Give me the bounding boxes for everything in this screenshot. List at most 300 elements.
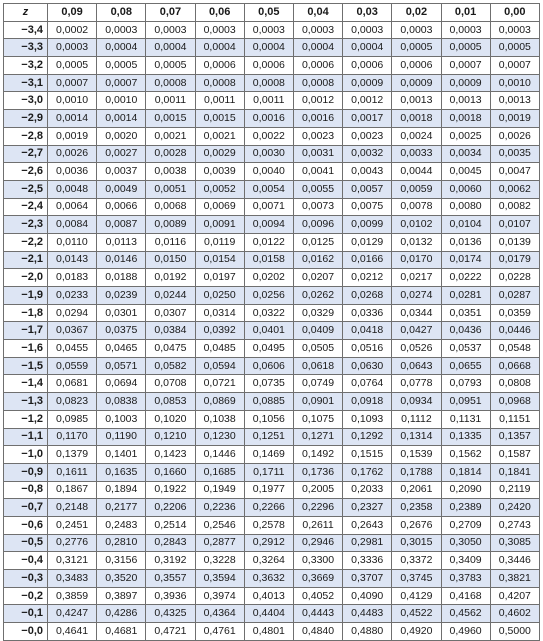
probability-cell: 0,0021 — [146, 127, 195, 145]
probability-cell: 0,0051 — [146, 180, 195, 198]
probability-cell: 0,0041 — [293, 163, 342, 181]
z-value-label: −2,7 — [4, 145, 48, 163]
table-row — [4, 145, 540, 163]
probability-cell: 0,0110 — [48, 233, 97, 251]
probability-cell: 0,0409 — [293, 322, 342, 340]
probability-cell: 0,4443 — [293, 605, 342, 623]
table-row — [4, 21, 540, 39]
z-value-label: −2,1 — [4, 251, 48, 269]
probability-cell: 0,0192 — [146, 269, 195, 287]
probability-cell: 0,0087 — [97, 216, 146, 234]
probability-cell: 0,0004 — [244, 39, 293, 57]
probability-cell: 0,0089 — [146, 216, 195, 234]
probability-cell: 0,0136 — [441, 233, 490, 251]
probability-cell: 0,4721 — [146, 623, 195, 641]
probability-cell: 0,2946 — [293, 534, 342, 552]
column-header: 0,03 — [343, 4, 392, 22]
probability-cell: 0,0455 — [48, 340, 97, 358]
probability-cell: 0,3974 — [195, 587, 244, 605]
z-value-label: −3,3 — [4, 39, 48, 57]
probability-cell: 0,0351 — [441, 304, 490, 322]
probability-cell: 0,1151 — [490, 410, 539, 428]
probability-cell: 0,3409 — [441, 552, 490, 570]
z-value-label: −1,9 — [4, 287, 48, 305]
probability-cell: 0,0188 — [97, 269, 146, 287]
probability-cell: 0,0059 — [392, 180, 441, 198]
probability-cell: 0,0808 — [490, 375, 539, 393]
table-row — [4, 570, 540, 588]
probability-cell: 0,0007 — [490, 57, 539, 75]
probability-cell: 0,2005 — [293, 481, 342, 499]
probability-cell: 0,0344 — [392, 304, 441, 322]
probability-cell: 0,0003 — [490, 21, 539, 39]
probability-cell: 0,0008 — [195, 74, 244, 92]
table-row — [4, 287, 540, 305]
z-value-label: −1,7 — [4, 322, 48, 340]
probability-cell: 0,2119 — [490, 481, 539, 499]
probability-cell: 0,2981 — [343, 534, 392, 552]
probability-cell: 0,0003 — [293, 21, 342, 39]
probability-cell: 0,0336 — [343, 304, 392, 322]
probability-cell: 0,1587 — [490, 446, 539, 464]
probability-cell: 0,0222 — [441, 269, 490, 287]
probability-cell: 0,2236 — [195, 499, 244, 517]
probability-cell: 0,0418 — [343, 322, 392, 340]
z-value-label: −1,6 — [4, 340, 48, 358]
probability-cell: 0,0006 — [195, 57, 244, 75]
probability-cell: 0,0162 — [293, 251, 342, 269]
probability-cell: 0,3936 — [146, 587, 195, 605]
probability-cell: 0,0116 — [146, 233, 195, 251]
probability-cell: 0,1867 — [48, 481, 97, 499]
probability-cell: 0,0548 — [490, 340, 539, 358]
probability-cell: 0,0694 — [97, 375, 146, 393]
probability-cell: 0,0023 — [293, 127, 342, 145]
probability-cell: 0,0968 — [490, 393, 539, 411]
table-row — [4, 198, 540, 216]
probability-cell: 0,0022 — [244, 127, 293, 145]
probability-cell: 0,2743 — [490, 516, 539, 534]
z-value-label: −1,3 — [4, 393, 48, 411]
probability-cell: 0,0427 — [392, 322, 441, 340]
probability-cell: 0,0006 — [343, 57, 392, 75]
probability-cell: 0,0384 — [146, 322, 195, 340]
probability-cell: 0,0028 — [146, 145, 195, 163]
probability-cell: 0,0485 — [195, 340, 244, 358]
table-row — [4, 375, 540, 393]
probability-cell: 0,0146 — [97, 251, 146, 269]
probability-cell: 0,0054 — [244, 180, 293, 198]
probability-cell: 0,0228 — [490, 269, 539, 287]
table-row — [4, 92, 540, 110]
probability-cell: 0,0132 — [392, 233, 441, 251]
probability-cell: 0,1003 — [97, 410, 146, 428]
z-value-label: −2,4 — [4, 198, 48, 216]
probability-cell: 0,0030 — [244, 145, 293, 163]
probability-cell: 0,0039 — [195, 163, 244, 181]
probability-cell: 0,4681 — [97, 623, 146, 641]
probability-cell: 0,2643 — [343, 516, 392, 534]
probability-cell: 0,0102 — [392, 216, 441, 234]
probability-cell: 0,0446 — [490, 322, 539, 340]
column-header: 0,01 — [441, 4, 490, 22]
probability-cell: 0,3783 — [441, 570, 490, 588]
z-value-label: −2,2 — [4, 233, 48, 251]
probability-cell: 0,4920 — [392, 623, 441, 641]
probability-cell: 0,0015 — [146, 110, 195, 128]
probability-cell: 0,0011 — [195, 92, 244, 110]
z-value-label: −0,2 — [4, 587, 48, 605]
probability-cell: 0,3446 — [490, 552, 539, 570]
probability-cell: 0,0068 — [146, 198, 195, 216]
probability-cell: 0,1131 — [441, 410, 490, 428]
probability-cell: 0,0078 — [392, 198, 441, 216]
probability-cell: 0,0256 — [244, 287, 293, 305]
probability-cell: 0,0016 — [244, 110, 293, 128]
probability-cell: 0,1711 — [244, 463, 293, 481]
probability-cell: 0,0139 — [490, 233, 539, 251]
probability-cell: 0,4364 — [195, 605, 244, 623]
probability-cell: 0,0150 — [146, 251, 195, 269]
probability-cell: 0,2451 — [48, 516, 97, 534]
probability-cell: 0,0516 — [343, 340, 392, 358]
probability-cell: 0,2420 — [490, 499, 539, 517]
probability-cell: 0,0681 — [48, 375, 97, 393]
probability-cell: 0,0099 — [343, 216, 392, 234]
probability-cell: 0,0183 — [48, 269, 97, 287]
probability-cell: 0,0244 — [146, 287, 195, 305]
table-row — [4, 481, 540, 499]
probability-cell: 0,2148 — [48, 499, 97, 517]
probability-cell: 0,0735 — [244, 375, 293, 393]
probability-cell: 0,0003 — [343, 21, 392, 39]
probability-cell: 0,1314 — [392, 428, 441, 446]
probability-cell: 0,0014 — [97, 110, 146, 128]
probability-cell: 0,0749 — [293, 375, 342, 393]
z-value-label: −2,6 — [4, 163, 48, 181]
probability-cell: 0,0217 — [392, 269, 441, 287]
probability-cell: 0,0985 — [48, 410, 97, 428]
probability-cell: 0,4013 — [244, 587, 293, 605]
probability-cell: 0,2810 — [97, 534, 146, 552]
probability-cell: 0,0012 — [293, 92, 342, 110]
probability-cell: 0,0367 — [48, 322, 97, 340]
probability-cell: 0,0018 — [392, 110, 441, 128]
probability-cell: 0,2514 — [146, 516, 195, 534]
probability-cell: 0,0594 — [195, 357, 244, 375]
probability-cell: 0,3192 — [146, 552, 195, 570]
probability-cell: 0,0004 — [97, 39, 146, 57]
probability-cell: 0,1251 — [244, 428, 293, 446]
probability-cell: 0,0170 — [392, 251, 441, 269]
z-table-container — [3, 3, 540, 641]
probability-cell: 0,4602 — [490, 605, 539, 623]
probability-cell: 0,1660 — [146, 463, 195, 481]
probability-cell: 0,1635 — [97, 463, 146, 481]
probability-cell: 0,0005 — [97, 57, 146, 75]
probability-cell: 0,3821 — [490, 570, 539, 588]
z-value-label: −2,0 — [4, 269, 48, 287]
probability-cell: 0,1401 — [97, 446, 146, 464]
table-row — [4, 587, 540, 605]
probability-cell: 0,0019 — [48, 127, 97, 145]
probability-cell: 0,0537 — [441, 340, 490, 358]
probability-cell: 0,0031 — [293, 145, 342, 163]
probability-cell: 0,1093 — [343, 410, 392, 428]
probability-cell: 0,0047 — [490, 163, 539, 181]
probability-cell: 0,0014 — [48, 110, 97, 128]
header-row — [4, 4, 540, 22]
probability-cell: 0,0007 — [97, 74, 146, 92]
probability-cell: 0,0023 — [343, 127, 392, 145]
probability-cell: 0,4247 — [48, 605, 97, 623]
probability-cell: 0,0044 — [392, 163, 441, 181]
z-value-label: −1,8 — [4, 304, 48, 322]
probability-cell: 0,3669 — [293, 570, 342, 588]
probability-cell: 0,0618 — [293, 357, 342, 375]
table-row — [4, 233, 540, 251]
probability-cell: 0,0158 — [244, 251, 293, 269]
column-header: 0,00 — [490, 4, 539, 22]
probability-cell: 0,0064 — [48, 198, 97, 216]
probability-cell: 0,1335 — [441, 428, 490, 446]
probability-cell: 0,0026 — [48, 145, 97, 163]
probability-cell: 0,1562 — [441, 446, 490, 464]
probability-cell: 0,0008 — [293, 74, 342, 92]
probability-cell: 0,2033 — [343, 481, 392, 499]
probability-cell: 0,0080 — [441, 198, 490, 216]
probability-cell: 0,4880 — [343, 623, 392, 641]
probability-cell: 0,0154 — [195, 251, 244, 269]
probability-cell: 0,2177 — [97, 499, 146, 517]
probability-cell: 0,0951 — [441, 393, 490, 411]
probability-cell: 0,0004 — [146, 39, 195, 57]
probability-cell: 0,2206 — [146, 499, 195, 517]
probability-cell: 0,1841 — [490, 463, 539, 481]
probability-cell: 0,1685 — [195, 463, 244, 481]
probability-cell: 0,0125 — [293, 233, 342, 251]
probability-cell: 0,0025 — [441, 127, 490, 145]
probability-cell: 0,3632 — [244, 570, 293, 588]
probability-cell: 0,0006 — [244, 57, 293, 75]
probability-cell: 0,3483 — [48, 570, 97, 588]
table-row — [4, 499, 540, 517]
probability-cell: 0,0006 — [392, 57, 441, 75]
probability-cell: 0,1539 — [392, 446, 441, 464]
probability-cell: 0,0606 — [244, 357, 293, 375]
probability-cell: 0,0096 — [293, 216, 342, 234]
probability-cell: 0,0011 — [146, 92, 195, 110]
probability-cell: 0,0885 — [244, 393, 293, 411]
probability-cell: 0,0212 — [343, 269, 392, 287]
probability-cell: 0,0036 — [48, 163, 97, 181]
probability-cell: 0,0027 — [97, 145, 146, 163]
z-value-label: −0,6 — [4, 516, 48, 534]
probability-cell: 0,0040 — [244, 163, 293, 181]
z-value-label: −3,1 — [4, 74, 48, 92]
probability-cell: 0,3264 — [244, 552, 293, 570]
table-row — [4, 216, 540, 234]
probability-cell: 0,0020 — [97, 127, 146, 145]
probability-cell: 0,0021 — [195, 127, 244, 145]
probability-cell: 0,0005 — [48, 57, 97, 75]
probability-cell: 0,0268 — [343, 287, 392, 305]
probability-cell: 0,0010 — [48, 92, 97, 110]
table-row — [4, 623, 540, 641]
probability-cell: 0,0013 — [441, 92, 490, 110]
probability-cell: 0,3156 — [97, 552, 146, 570]
probability-cell: 0,0007 — [441, 57, 490, 75]
z-value-label: −1,5 — [4, 357, 48, 375]
table-row — [4, 39, 540, 57]
probability-cell: 0,0057 — [343, 180, 392, 198]
probability-cell: 0,1977 — [244, 481, 293, 499]
probability-cell: 0,0060 — [441, 180, 490, 198]
probability-cell: 0,0207 — [293, 269, 342, 287]
probability-cell: 0,0005 — [490, 39, 539, 57]
z-value-label: −1,1 — [4, 428, 48, 446]
probability-cell: 0,2611 — [293, 516, 342, 534]
probability-cell: 0,0002 — [48, 21, 97, 39]
z-value-label: −0,1 — [4, 605, 48, 623]
table-row — [4, 163, 540, 181]
probability-cell: 0,3897 — [97, 587, 146, 605]
probability-cell: 0,3557 — [146, 570, 195, 588]
probability-cell: 0,0049 — [97, 180, 146, 198]
probability-cell: 0,0033 — [392, 145, 441, 163]
z-value-label: −2,3 — [4, 216, 48, 234]
probability-cell: 0,0003 — [392, 21, 441, 39]
probability-cell: 0,1762 — [343, 463, 392, 481]
probability-cell: 0,0091 — [195, 216, 244, 234]
probability-cell: 0,0003 — [244, 21, 293, 39]
table-row — [4, 516, 540, 534]
probability-cell: 0,0179 — [490, 251, 539, 269]
probability-cell: 0,2676 — [392, 516, 441, 534]
table-row — [4, 57, 540, 75]
probability-cell: 0,4641 — [48, 623, 97, 641]
probability-cell: 0,0301 — [97, 304, 146, 322]
probability-cell: 0,0073 — [293, 198, 342, 216]
probability-cell: 0,2090 — [441, 481, 490, 499]
probability-cell: 0,1056 — [244, 410, 293, 428]
probability-cell: 0,4761 — [195, 623, 244, 641]
probability-cell: 0,0017 — [343, 110, 392, 128]
probability-cell: 0,0043 — [343, 163, 392, 181]
table-row — [4, 393, 540, 411]
probability-cell: 0,0015 — [195, 110, 244, 128]
probability-cell: 0,2578 — [244, 516, 293, 534]
probability-cell: 0,0778 — [392, 375, 441, 393]
probability-cell: 0,0026 — [490, 127, 539, 145]
probability-cell: 0,2296 — [293, 499, 342, 517]
probability-cell: 0,3859 — [48, 587, 97, 605]
probability-cell: 0,0037 — [97, 163, 146, 181]
probability-cell: 0,1170 — [48, 428, 97, 446]
probability-cell: 0,2709 — [441, 516, 490, 534]
z-value-label: −0,8 — [4, 481, 48, 499]
probability-cell: 0,1357 — [490, 428, 539, 446]
probability-cell: 0,0003 — [97, 21, 146, 39]
probability-cell: 0,2266 — [244, 499, 293, 517]
z-value-label: −1,0 — [4, 446, 48, 464]
probability-cell: 0,0571 — [97, 357, 146, 375]
probability-cell: 0,3015 — [392, 534, 441, 552]
probability-cell: 0,3372 — [392, 552, 441, 570]
z-value-label: −0,7 — [4, 499, 48, 517]
probability-cell: 0,0869 — [195, 393, 244, 411]
probability-cell: 0,0010 — [490, 74, 539, 92]
probability-cell: 0,1020 — [146, 410, 195, 428]
probability-cell: 0,0392 — [195, 322, 244, 340]
probability-cell: 0,0495 — [244, 340, 293, 358]
probability-cell: 0,2358 — [392, 499, 441, 517]
probability-cell: 0,2912 — [244, 534, 293, 552]
probability-cell: 0,1814 — [441, 463, 490, 481]
column-header: 0,09 — [48, 4, 97, 22]
column-header: 0,05 — [244, 4, 293, 22]
probability-cell: 0,0668 — [490, 357, 539, 375]
z-value-label: −0,0 — [4, 623, 48, 641]
probability-cell: 0,0401 — [244, 322, 293, 340]
probability-cell: 0,0008 — [244, 74, 293, 92]
z-column-header: z — [4, 4, 48, 22]
probability-cell: 0,2877 — [195, 534, 244, 552]
probability-cell: 0,0526 — [392, 340, 441, 358]
probability-cell: 0,0082 — [490, 198, 539, 216]
probability-cell: 0,0009 — [392, 74, 441, 92]
probability-cell: 0,0314 — [195, 304, 244, 322]
z-value-label: −0,5 — [4, 534, 48, 552]
probability-cell: 0,0024 — [392, 127, 441, 145]
probability-cell: 0,1112 — [392, 410, 441, 428]
z-value-label: −3,4 — [4, 21, 48, 39]
probability-cell: 0,0721 — [195, 375, 244, 393]
probability-cell: 0,3594 — [195, 570, 244, 588]
probability-cell: 0,1788 — [392, 463, 441, 481]
probability-cell: 0,1230 — [195, 428, 244, 446]
probability-cell: 0,0262 — [293, 287, 342, 305]
table-row — [4, 322, 540, 340]
table-row — [4, 357, 540, 375]
probability-cell: 0,0307 — [146, 304, 195, 322]
probability-cell: 0,2389 — [441, 499, 490, 517]
probability-cell: 0,0918 — [343, 393, 392, 411]
table-row — [4, 428, 540, 446]
probability-cell: 0,0035 — [490, 145, 539, 163]
column-header: 0,08 — [97, 4, 146, 22]
table-row — [4, 127, 540, 145]
probability-cell: 0,0009 — [343, 74, 392, 92]
probability-cell: 0,1190 — [97, 428, 146, 446]
probability-cell: 0,0197 — [195, 269, 244, 287]
probability-cell: 0,0009 — [441, 74, 490, 92]
standard-normal-table — [3, 3, 540, 641]
probability-cell: 0,0004 — [293, 39, 342, 57]
probability-cell: 0,1469 — [244, 446, 293, 464]
column-header: 0,06 — [195, 4, 244, 22]
probability-cell: 0,1075 — [293, 410, 342, 428]
probability-cell: 0,0004 — [195, 39, 244, 57]
probability-cell: 0,0250 — [195, 287, 244, 305]
probability-cell: 0,3336 — [343, 552, 392, 570]
probability-cell: 0,0475 — [146, 340, 195, 358]
probability-cell: 0,1922 — [146, 481, 195, 499]
probability-cell: 0,3085 — [490, 534, 539, 552]
probability-cell: 0,3745 — [392, 570, 441, 588]
probability-cell: 0,0901 — [293, 393, 342, 411]
table-row — [4, 605, 540, 623]
